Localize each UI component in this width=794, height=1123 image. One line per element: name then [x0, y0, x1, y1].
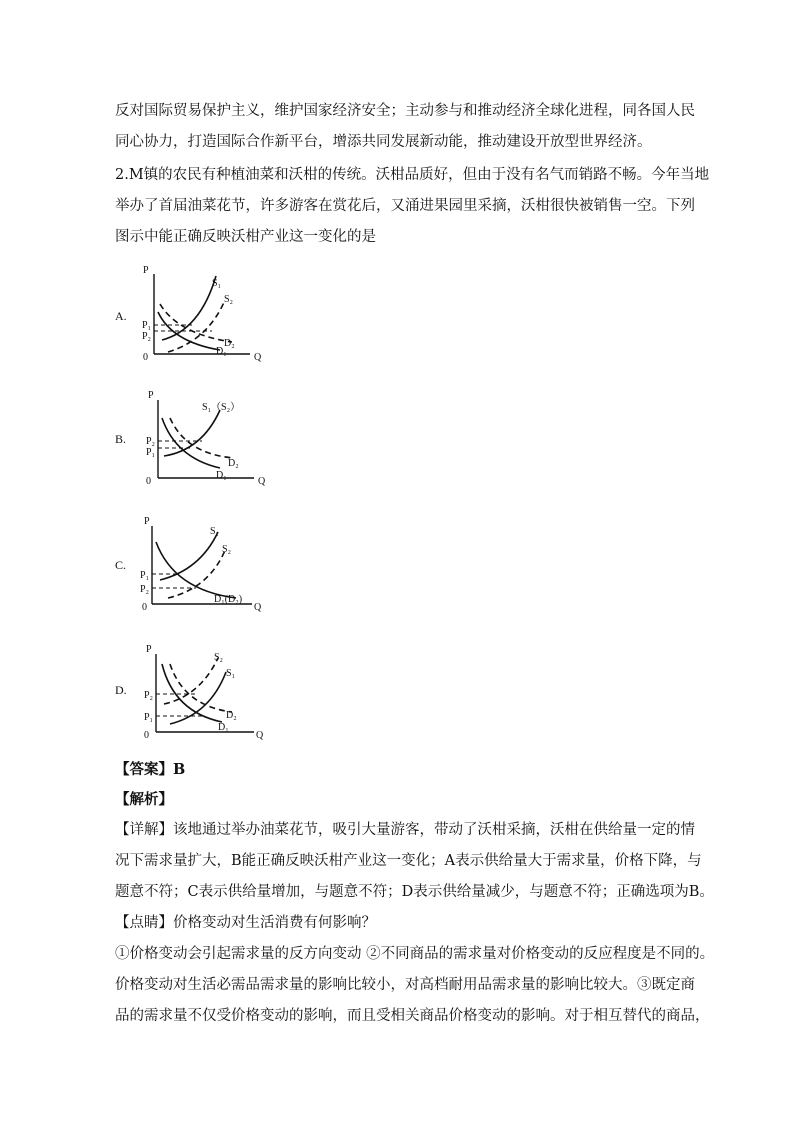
- option-a-curve-s1: [162, 276, 216, 340]
- option-d-label: D.: [115, 683, 127, 697]
- option-a-label-d1: D₁: [216, 346, 227, 357]
- intro-line-1: 反对国际贸易保护主义，维护国家经济安全；主动参与和推动经济全球化进程，同各国人民: [115, 103, 695, 119]
- answer: 【答案】B: [115, 761, 186, 778]
- option-d-axis-p: P: [146, 644, 152, 655]
- detail-line-2: 况下需求量扩大，B能正确反映沃柑产业这一变化；A表示供给量大于需求量，价格下降，与: [115, 853, 702, 869]
- option-c-graph: [140, 512, 270, 614]
- option-b-label-p-upper: P₂: [146, 436, 156, 447]
- option-a-label: A.: [115, 309, 127, 323]
- option-b-axis-p: P: [148, 390, 154, 401]
- option-b-axis-q: Q: [258, 476, 266, 487]
- option-d-label-s2: S₂: [214, 652, 224, 663]
- option-d-origin: 0: [144, 730, 149, 741]
- option-c-axis-p: P: [144, 516, 150, 527]
- option-c-label-p-upper: P₁: [140, 570, 150, 581]
- option-c-label-d: D₁(D₂): [214, 594, 243, 605]
- option-b-origin: 0: [146, 476, 151, 487]
- option-a-label-d2: D₂: [224, 338, 235, 349]
- option-d-graph: [140, 640, 270, 744]
- option-c-curve-s1: [160, 532, 218, 580]
- option-d-label-p-upper: P₂: [144, 690, 154, 701]
- option-c-origin: 0: [142, 602, 147, 613]
- point-heading: 【点睛】价格变动对生活消费有何影响？: [115, 915, 376, 931]
- option-b-label-d1: D₁: [216, 470, 227, 481]
- option-d-label-s1: S₁: [226, 668, 236, 679]
- option-a-axis-q: Q: [254, 352, 262, 363]
- option-b-curve-s: [164, 410, 220, 456]
- option-d-label-p-lower: P₁: [144, 712, 154, 723]
- option-d-curve-d1: [162, 664, 222, 722]
- question-line-2: 举办了首届油菜花节，许多游客在赏花后，又涌进果园里采摘，沃柑很快被销售一空。下列: [115, 198, 695, 214]
- option-d-curve-d2: [170, 664, 232, 712]
- option-a-label-p-upper: P₁: [142, 320, 152, 331]
- intro-line-2: 同心协力，打造国际合作新平台，增添共同发展新动能，推动建设开放型世界经济。: [115, 134, 652, 150]
- option-a-label-s1: S₁: [212, 278, 222, 289]
- option-b-label: B.: [115, 432, 127, 446]
- option-b-label-d2: D₂: [228, 458, 239, 469]
- option-b-label-s: S₁（S₂）: [202, 402, 241, 413]
- point-line-3: 品的需求量不仅受价格变动的影响，而且受相关商品价格变动的影响。对于相互替代的商品，: [115, 1008, 710, 1024]
- option-d-label-d2: D₂: [226, 710, 237, 721]
- option-a-axis-p: P: [143, 265, 149, 276]
- option-c-label-p-lower: P₂: [140, 584, 150, 595]
- option-a-origin: 0: [143, 352, 148, 363]
- option-a-label-p-lower: P₂: [142, 331, 152, 342]
- question-line-1: 2.M镇的农民有种植油菜和沃柑的传统。沃柑品质好，但由于没有名气而销路不畅。今年当地: [115, 167, 710, 183]
- detail-line-1: 【详解】该地通过举办油菜花节，吸引大量游客，带动了沃柑采摘，沃柑在供给量一定的情: [115, 822, 695, 838]
- option-c-axis-q: Q: [254, 602, 262, 613]
- analysis-heading: 【解析】: [115, 791, 173, 808]
- question-line-3: 图示中能正确反映沃柑产业这一变化的是: [115, 229, 376, 245]
- option-d-label-d1: D₁: [218, 722, 229, 733]
- point-line-1: ①价格变动会引起需求量的反方向变动 ②不同商品的需求量对价格变动的反应程度是不同的。: [115, 946, 715, 962]
- option-c-label-s1: S₁: [210, 526, 220, 537]
- option-c-label-s2: S₂: [222, 544, 232, 555]
- option-d-axis-q: Q: [256, 730, 264, 741]
- option-b-graph: [140, 384, 280, 488]
- point-line-2: 价格变动对生活必需品需求量的影响比较小，对高档耐用品需求量的影响比较大。③既定商: [115, 977, 695, 993]
- option-d-curve-s2: [164, 658, 218, 704]
- option-c-label: C.: [115, 558, 127, 572]
- option-b-label-p-lower: P₁: [146, 447, 156, 458]
- option-a-label-s2: S₂: [224, 294, 234, 305]
- option-a-graph: [140, 262, 270, 364]
- detail-line-3: 题意不符；C表示供给量增加，与题意不符；D表示供给量减少，与题意不符；正确选项为B。: [115, 884, 714, 900]
